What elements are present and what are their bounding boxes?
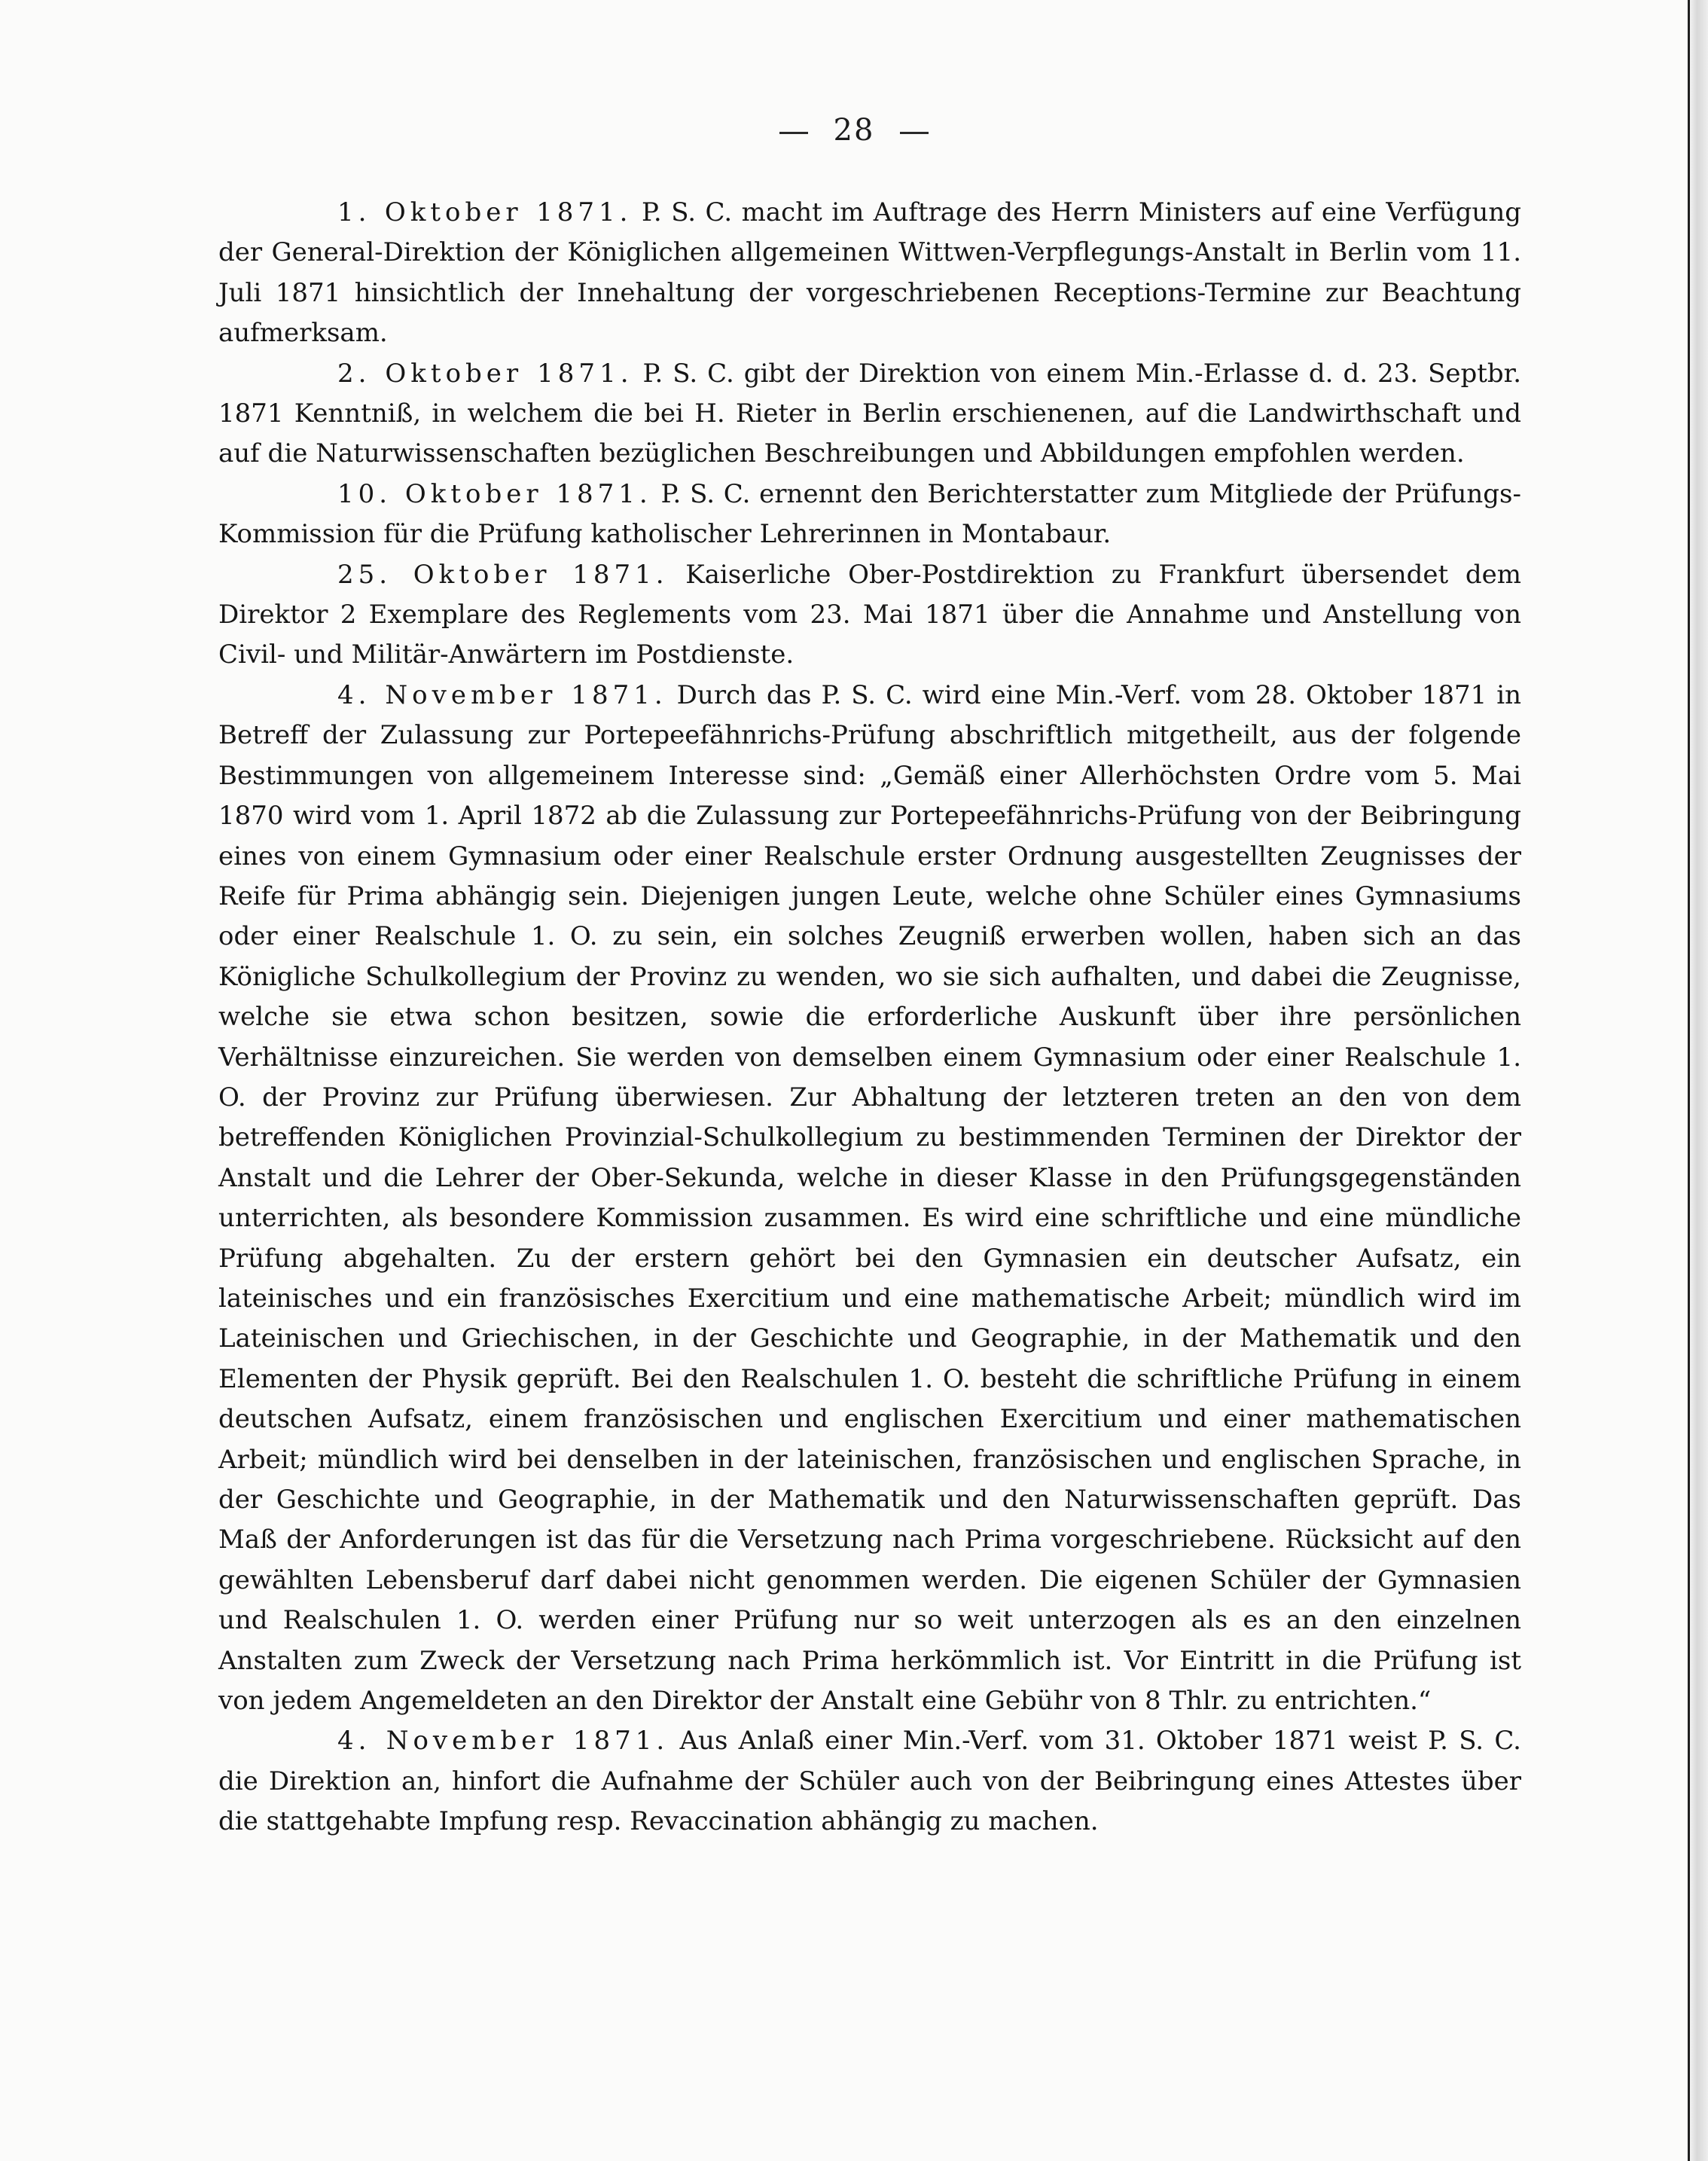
page-number-dash-left xyxy=(779,132,808,134)
chronicle-entry xyxy=(218,676,1521,1722)
page-number: 28 xyxy=(833,113,875,148)
chronicle-text xyxy=(218,193,1521,1842)
entry-text: Aus Anlaß einer Min.-Verf. vom 31. Oktober 1871 weist P. S. C. die Direktion an, hinfort die Aufnahme der Schüler auch von der Beibringung eines Attestes über die stattgehabte Impfung resp. Revaccination abhängig zu machen. xyxy=(218,1726,1521,1837)
chronicle-entry xyxy=(218,475,1521,555)
entry-date: 4. November 1871. xyxy=(337,1726,669,1757)
entry-date: 4. November 1871. xyxy=(337,679,667,710)
entry-text: P. S. C. ernennt den Berichterstatter zum Mitgliede der Prüfungs-Kommission für die Prüfung katholischer Lehrerinnen in Montabaur. xyxy=(218,478,1521,550)
entry-date: 25. Oktober 1871. xyxy=(337,559,669,590)
chronicle-entry xyxy=(218,193,1521,354)
entry-text: Durch das P. S. C. wird eine Min.-Verf. vom 28. Oktober 1871 in Betreff der Zulassung zur Portepeefähnrichs-Prüfung abschriftlich mitgetheilt, aus der folgende Bestimmungen von allgemeinem Interesse sind: „Gemäß einer Allerhöchsten Ordre vom 5. Mai 1870 wird vom 1. April 1872 ab die Zulassung zur Portepeefähnrichs-Prüfung von der Beibringung eines von einem Gymnasium oder einer Realschule erster Ordnung ausgestellten Zeugnisses der Reife für Prima abhängig sein. Diejenigen jungen Leute, welche ohne Schüler eines Gymnasiums oder einer Realschule 1. O. zu sein, ein solches Zeugniß erwerben wollen, haben sich an das Königliche Schulkollegium der Provinz zu wenden, wo sie sich aufhalten, und dabei die Zeugnisse, welche sie etwa schon besitzen, sowie die erforderliche Auskunft über ihre persönlichen Verhältnisse einzureichen. Sie werden von demselben einem Gymnasium oder einer Realschule 1. O. der Provinz zur Prüfung überwiesen. Zur Abhaltung der letzteren treten an den von dem betreffenden Königlichen Provinzial-Schulkollegium zu bestimmenden Terminen der Direktor der Anstalt und die Lehrer der Ober-Sekunda, welche in dieser Klasse in den Prüfungsgegenständen unterrichten, als besondere Kommission zusammen. Es wird eine schriftliche und eine mündliche Prüfung abgehalten. Zu der erstern gehört bei den Gymnasien ein deutscher Aufsatz, ein lateinisches und ein französisches Exercitium und eine mathematische Arbeit; mündlich wird im Lateinischen und Griechischen, in der Geschichte und Geographie, in der Mathematik und den Elementen der Physik geprüft. Bei den Realschulen 1. O. besteht die schriftliche Prüfung in einem deutschen Aufsatz, einem französischen und englischen Exercitium und einer mathematischen Arbeit; mündlich wird bei denselben in der lateinischen, französischen und englischen Sprache, in der Geschichte und Geographie, in der Mathematik und den Naturwissenschaften geprüft. Das Maß der Anforderungen ist das für die Versetzung nach Prima vorgeschriebene. Rücksicht auf den gewählten Lebensberuf darf dabei nicht genommen werden. Die eigenen Schüler der Gymnasien und Realschulen 1. O. werden einer Prüfung nur so weit unterzogen als es an den einzelnen Anstalten zum Zweck der Versetzung nach Prima herkömmlich ist. Vor Eintritt in die Prüfung ist von jedem Angemeldeten an den Direktor der Anstalt eine Gebühr von 8 Thlr. zu entrichten.“ xyxy=(218,679,1521,1717)
entry-text: P. S. C. macht im Auftrage des Herrn Ministers auf eine Verfügung der General-Direktion der Königlichen allgemeinen Wittwen-Verpflegungs-Anstalt in Berlin vom 11. Juli 1871 hinsichtlich der Innehaltung der vorgeschriebenen Receptions-Termine zur Beachtung aufmerksam. xyxy=(218,197,1521,349)
chronicle-entry xyxy=(218,354,1521,475)
chronicle-entry xyxy=(218,555,1521,676)
entry-date: 2. Oktober 1871. xyxy=(337,358,633,389)
entry-text: Kaiserliche Ober-Postdirektion zu Frankfurt übersendet dem Direktor 2 Exemplare des Reglements vom 23. Mai 1871 über die Annahme und Anstellung von Civil- und Militär-Anwärtern im Postdienste. xyxy=(218,559,1521,670)
entry-date: 1. Oktober 1871. xyxy=(337,197,633,227)
entry-text: P. S. C. gibt der Direktion von einem Min.-Erlasse d. d. 23. Septbr. 1871 Kenntniß, in welchem die bei H. Rieter in Berlin erschienenen, auf die Landwirthschaft und auf die Naturwissenschaften bezüglichen Beschreibungen und Abbildungen empfohlen werden. xyxy=(218,358,1522,469)
page-binding-edge xyxy=(1688,0,1708,2161)
page-number-dash-right xyxy=(900,132,929,134)
page-number-header xyxy=(0,113,1708,148)
entry-date: 10. Oktober 1871. xyxy=(337,478,652,509)
chronicle-entry xyxy=(218,1721,1521,1842)
